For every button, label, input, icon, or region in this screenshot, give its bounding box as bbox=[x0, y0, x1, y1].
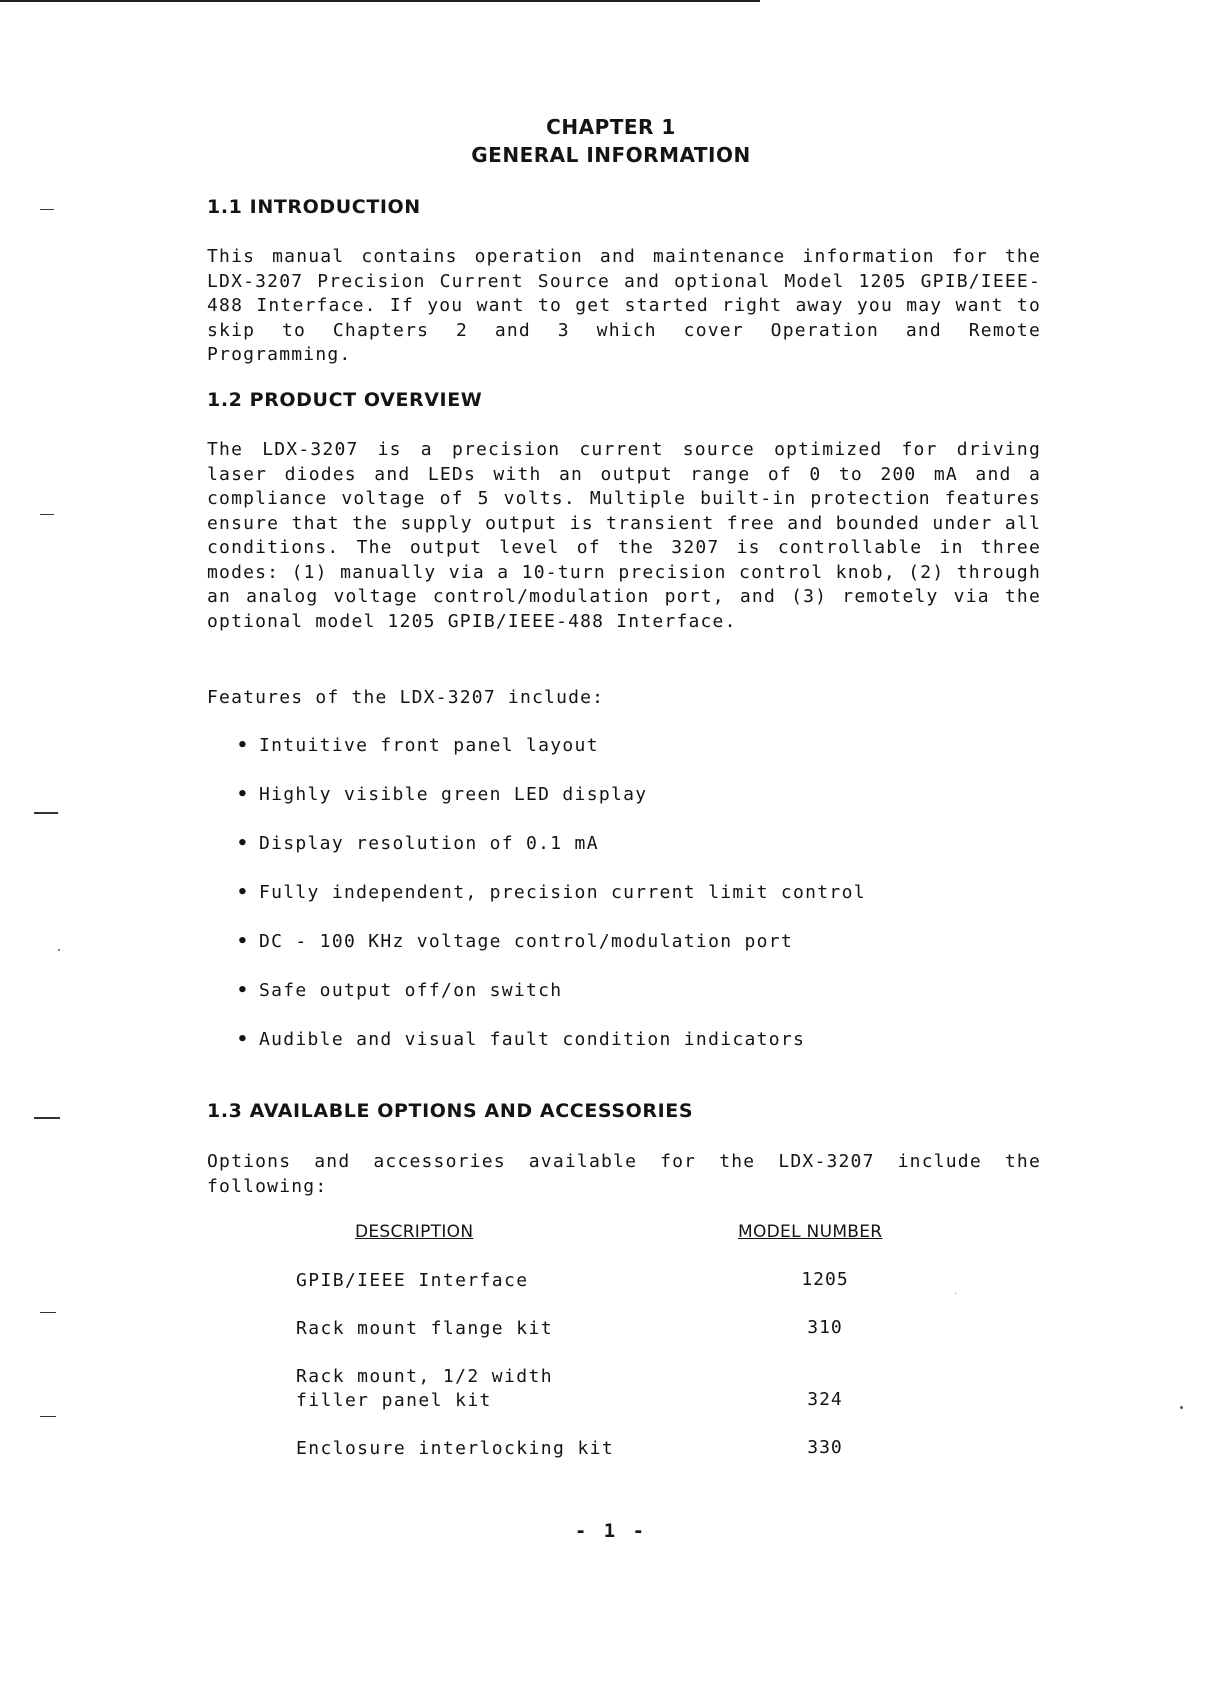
feature-list bbox=[237, 734, 866, 1077]
introduction-paragraph: This manual contains operation and maintenance information for the LDX-3207 Precision Current Source and optional Model 1205 GPIB/IEEE-488 Interface. If you want to get started right away you may want to skip to Chapters 2 and 3 which cover Operation and Remote Programming. bbox=[207, 246, 1041, 365]
list-item: • Intuitive front panel layout bbox=[237, 735, 599, 756]
scan-edge-line bbox=[0, 0, 760, 2]
scan-speck bbox=[1180, 1406, 1183, 1409]
table-cell-model: 324 bbox=[807, 1389, 843, 1410]
table-header-description: DESCRIPTION bbox=[355, 1222, 474, 1242]
features-intro: Features of the LDX-3207 include: bbox=[207, 687, 605, 708]
list-item: • Display resolution of 0.1 mA bbox=[237, 833, 599, 854]
bullet-icon: • bbox=[237, 833, 250, 854]
bullet-icon: • bbox=[237, 735, 250, 756]
scan-mark bbox=[40, 209, 54, 210]
table-cell-model: 330 bbox=[807, 1437, 843, 1458]
page-number: - 1 - bbox=[574, 1520, 648, 1542]
table-cell-description: Rack mount flange kit bbox=[296, 1318, 553, 1339]
options-paragraph: Options and accessories available for the LDX-3207 include the following: bbox=[207, 1151, 1041, 1197]
bullet-icon: • bbox=[237, 882, 250, 903]
scan-mark bbox=[40, 1416, 56, 1417]
chapter-number: CHAPTER 1 bbox=[546, 115, 676, 139]
list-item: • Highly visible green LED display bbox=[237, 784, 648, 805]
table-cell-model: 1205 bbox=[801, 1269, 849, 1290]
section-heading-options: 1.3 AVAILABLE OPTIONS AND ACCESSORIES bbox=[207, 1100, 694, 1122]
table-cell-description: Rack mount, 1/2 width bbox=[296, 1366, 553, 1387]
scan-mark bbox=[34, 812, 58, 814]
section-heading-product-overview: 1.2 PRODUCT OVERVIEW bbox=[207, 389, 483, 411]
scan-speck bbox=[58, 949, 60, 951]
table-cell-description: GPIB/IEEE Interface bbox=[296, 1270, 529, 1291]
bullet-icon: • bbox=[237, 784, 250, 805]
table-cell-description-continued: filler panel kit bbox=[296, 1390, 492, 1411]
scan-speck bbox=[955, 1293, 956, 1294]
section-heading-introduction: 1.1 INTRODUCTION bbox=[207, 196, 421, 218]
list-item: • DC - 100 KHz voltage control/modulation port bbox=[237, 931, 794, 952]
bullet-icon: • bbox=[237, 980, 250, 1001]
scan-mark bbox=[34, 1117, 60, 1119]
bullet-icon: • bbox=[237, 931, 250, 952]
list-item: • Audible and visual fault condition indicators bbox=[237, 1029, 806, 1050]
table-cell-description: Enclosure interlocking kit bbox=[296, 1438, 615, 1459]
table-cell-model: 310 bbox=[807, 1317, 843, 1338]
list-item: • Fully independent, precision current limit control bbox=[237, 882, 866, 903]
list-item: • Safe output off/on switch bbox=[237, 980, 563, 1001]
scan-mark bbox=[40, 514, 54, 515]
scan-mark bbox=[40, 1312, 56, 1313]
bullet-icon: • bbox=[237, 1029, 250, 1050]
chapter-title: GENERAL INFORMATION bbox=[471, 143, 751, 167]
overview-paragraph: The LDX-3207 is a precision current source optimized for driving laser diodes and LEDs with an output range of 0 to 200 mA and a compliance voltage of 5 volts. Multiple built-in protection features ensure that the supply output is transient free and bounded under all conditions. The output level of the 3207 is controllable in three modes: (1) manually via a 10-turn precision control knob, (2) through an analog voltage control/modulation port, and (3) remotely via the optional model 1205 GPIB/IEEE-488 Interface. bbox=[207, 439, 1041, 632]
table-header-model-number: MODEL NUMBER bbox=[738, 1222, 883, 1242]
